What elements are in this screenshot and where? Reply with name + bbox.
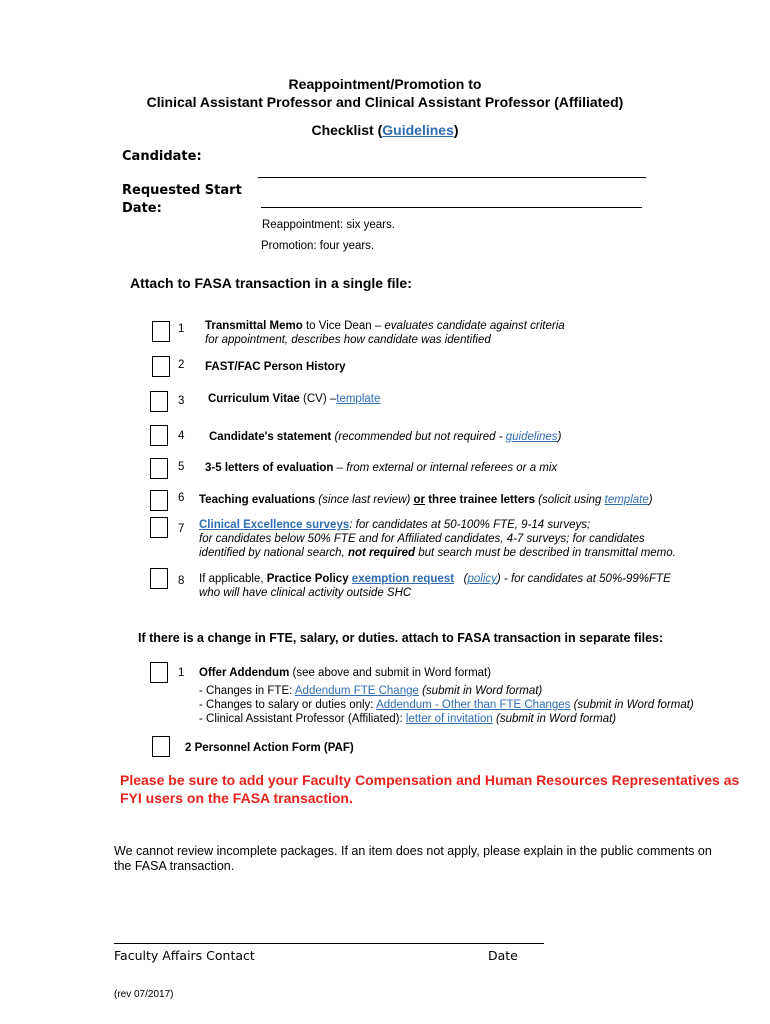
item6-close: ) [648, 494, 653, 506]
start-date-label-line2: Date: [122, 201, 162, 216]
item6-checkbox[interactable] [150, 490, 168, 511]
item7-checkbox[interactable] [150, 517, 168, 538]
warning-line1: Please be sure to add your Faculty Compensation and Human Resources Representatives as [120, 772, 740, 788]
item8-line2: who will have clinical activity outside SHC [199, 587, 412, 599]
sub-fte-prefix: - Changes in FTE: [199, 685, 295, 697]
checklist-prefix: Checklist ( [311, 122, 383, 138]
item1-bold: Transmittal Memo [205, 320, 303, 332]
item1-checkbox[interactable] [152, 321, 170, 342]
item2-text [205, 360, 346, 374]
item6-or: or [413, 494, 426, 506]
notice-line1: We cannot review incomplete packages. If an item does not apply, please explain in the public comments on [114, 844, 712, 858]
offer-addendum-number: 1 [178, 667, 185, 679]
item7-line3b: not required [347, 547, 416, 559]
statement-guidelines-link[interactable]: guidelines [505, 431, 558, 443]
item1-italic: evaluates candidate against criteria [384, 320, 565, 332]
item2-number: 2 [178, 359, 185, 371]
item3-checkbox[interactable] [150, 391, 168, 412]
item6-number: 6 [178, 492, 185, 504]
item3-bold: Curriculum Vitae [208, 393, 300, 405]
paf-checkbox[interactable] [152, 736, 170, 757]
paf-label: 2 Personnel Action Form (PAF) [185, 742, 354, 754]
offer-addendum-text [199, 666, 491, 680]
clinical-excellence-surveys-link[interactable]: Clinical Excellence surveys [199, 519, 350, 531]
item1-text [205, 319, 565, 347]
trainee-template-link[interactable]: template [604, 494, 649, 506]
item7-italic: : for candidates at 50-100% FTE, 9-14 surveys; [349, 519, 591, 531]
start-date-label-line1: Requested Start [122, 183, 242, 198]
policy-link[interactable]: policy [467, 573, 497, 585]
candidate-label: Candidate: [122, 149, 202, 164]
item6-bold: Teaching evaluations [199, 494, 316, 506]
item7-line3c: but search must be described in transmittal memo. [415, 547, 676, 559]
addendum-other-link[interactable]: Addendum - Other than FTE Changes [376, 699, 571, 711]
item8-italic: ) - for candidates at 50%-99%FTE [496, 573, 671, 585]
sub-salary-prefix: - Changes to salary or duties only: [199, 699, 377, 711]
item7-number: 7 [178, 523, 185, 535]
item6-bold3: three trainee letters [425, 494, 535, 506]
item1-plain: to Vice Dean – [302, 320, 385, 332]
item4-italic: (recommended but not required - [331, 431, 506, 443]
item5-italic: – from external or internal referees or a mix [333, 462, 558, 474]
item8-checkbox[interactable] [150, 568, 168, 589]
item7-line2: for candidates below 50% FTE and for Affiliated candidates, 4-7 surveys; for candidates [199, 533, 645, 545]
item4-checkbox[interactable] [150, 425, 168, 446]
item7-text [199, 518, 676, 560]
item8-number: 8 [178, 575, 185, 587]
candidate-field[interactable] [258, 177, 646, 178]
sub-item-affiliated [199, 712, 616, 726]
item6-italic: (since last review) [315, 494, 414, 506]
signature-line[interactable] [114, 943, 544, 944]
item1-line2: for appointment, describes how candidate was identified [205, 334, 491, 346]
item5-number: 5 [178, 461, 185, 473]
item2-checkbox[interactable] [152, 356, 170, 377]
item1-number: 1 [178, 323, 185, 335]
warning-line2: FYI users on the FASA transaction. [120, 790, 353, 806]
item3-number: 3 [178, 395, 185, 407]
sub-affiliated-prefix: - Clinical Assistant Professor (Affiliated): [199, 713, 406, 725]
exemption-request-link[interactable]: exemption request [351, 573, 455, 585]
start-date-field[interactable] [261, 207, 642, 208]
item6-italic2: (solicit using [534, 494, 605, 506]
checklist-heading [0, 122, 770, 138]
guidelines-link[interactable]: Guidelines [382, 122, 454, 138]
item4-close: ) [557, 431, 562, 443]
item4-bold: Candidate's statement [209, 431, 332, 443]
item4-number: 4 [178, 430, 185, 442]
item8-open: ( [463, 573, 468, 585]
page-title-line2: Clinical Assistant Professor and Clinical Assistant Professor (Affiliated) [146, 94, 624, 110]
offer-addendum-plain: (see above and submit in Word format) [289, 667, 492, 679]
addendum-fte-change-link[interactable]: Addendum FTE Change [294, 685, 419, 697]
faculty-affairs-contact-label: Faculty Affairs Contact [114, 948, 255, 963]
item4-text [209, 430, 561, 444]
item5-text [205, 461, 557, 475]
item6-text [199, 493, 653, 507]
promotion-note: Promotion: four years. [261, 240, 375, 252]
reappointment-note: Reappointment: six years. [262, 219, 395, 231]
sub-fte-suffix: (submit in Word format) [418, 685, 543, 697]
page-title-line1: Reappointment/Promotion to [288, 76, 482, 92]
sub-affiliated-suffix: (submit in Word format) [492, 713, 617, 725]
item5-checkbox[interactable] [150, 458, 168, 479]
item8-plain: If applicable, [199, 573, 267, 585]
item5-bold: 3-5 letters of evaluation [205, 462, 334, 474]
sub-salary-suffix: (submit in Word format) [570, 699, 694, 711]
item8-bold: Practice Policy [266, 573, 349, 585]
checklist-suffix: ) [453, 122, 459, 138]
item3-text [208, 392, 380, 406]
offer-addendum-checkbox[interactable] [150, 662, 168, 683]
letter-of-invitation-link[interactable]: letter of invitation [405, 713, 493, 725]
section2-heading: If there is a change in FTE, salary, or duties. attach to FASA transaction in separate files: [138, 631, 664, 645]
item8-text [199, 572, 671, 600]
section1-heading: Attach to FASA transaction in a single file: [130, 275, 412, 291]
item7-line3a: identified by national search, [199, 547, 348, 559]
item3-plain: (CV) – [299, 393, 337, 405]
cv-template-link[interactable]: template [336, 393, 381, 405]
offer-addendum-bold: Offer Addendum [199, 667, 290, 679]
paf-text [185, 741, 354, 755]
date-label: Date [488, 948, 518, 963]
notice-line2: the FASA transaction. [114, 859, 235, 873]
sub-item-salary [199, 698, 694, 712]
revision-note: (rev 07/2017) [114, 989, 174, 1000]
item2-bold: FAST/FAC Person History [205, 361, 346, 373]
sub-item-fte [199, 684, 542, 698]
